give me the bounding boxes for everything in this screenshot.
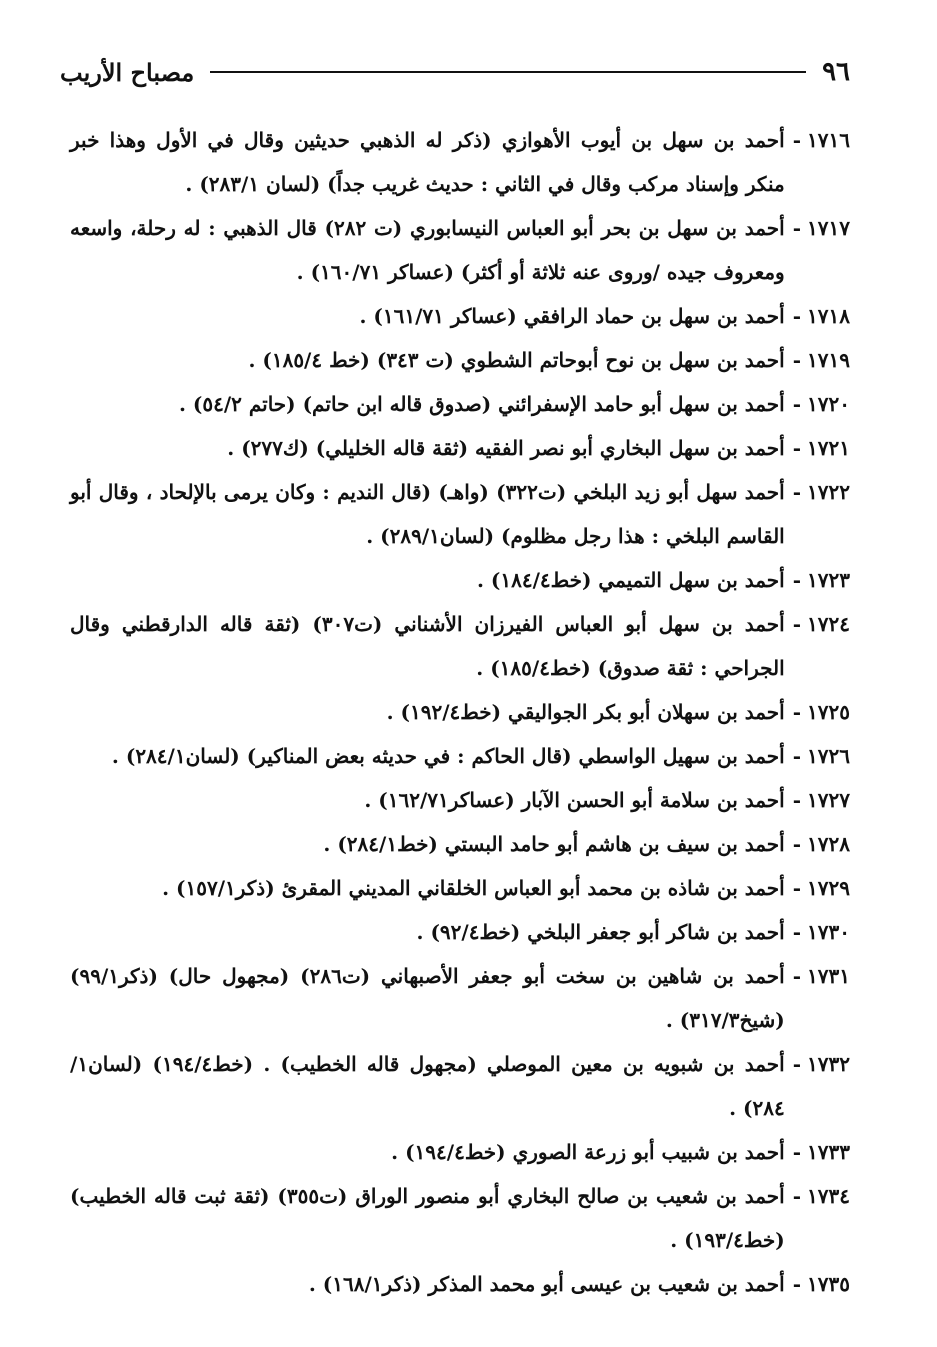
entry-dash: -: [792, 832, 802, 856]
list-item: [70, 118, 850, 206]
entry-number: ١٧٣٠: [807, 920, 850, 944]
list-item: [70, 1042, 850, 1130]
entry-dash: -: [792, 700, 802, 724]
entry-number: ١٧٢٢: [807, 480, 850, 504]
entry-dash: -: [792, 1272, 802, 1296]
entry-dash: -: [792, 1052, 802, 1076]
entry-text: أحمد بن شاكر أبو جعفر البلخي (خط٩٢/٤) .: [416, 920, 785, 944]
entry-text: أحمد بن سيف بن هاشم أبو حامد البستي (خط٢٨٤/١) .: [323, 832, 785, 856]
entry-text: أحمد بن سلامة أبو الحسن الآبار (عساكر١٦٢/٧١) .: [364, 788, 785, 812]
entry-text: أحمد بن سهل بن حماد الرافقي (عساكر ١٦١/٧١) .: [359, 304, 785, 328]
list-item: [70, 690, 850, 734]
entry-dash: -: [792, 964, 802, 988]
entry-number: ١٧٢٨: [807, 832, 850, 856]
list-item: [70, 206, 850, 294]
entry-dash: -: [792, 612, 802, 636]
list-item: [70, 426, 850, 470]
entry-text: أحمد بن شعيب بن عيسى أبو محمد المذكر (ذكر١٦٨/١) .: [308, 1272, 785, 1296]
entry-number: ١٧١٧: [807, 216, 850, 240]
entry-number: ١٧٢١: [807, 436, 850, 460]
entry-text: أحمد بن سهل بن بحر أبو العباس النيسابوري (ت ٢٨٢) قال الذهبي : له رحلة، واسعه ومعروف جيده /وروى عنه ثلاثة أو أكثر) (عساكر ١٦٠/٧١) .: [70, 216, 785, 284]
list-item: [70, 294, 850, 338]
entry-number: ١٧١٦: [807, 128, 850, 152]
entry-number: ١٧٢٤: [807, 612, 850, 636]
book-title: مصباح الأريب: [60, 57, 195, 87]
page-number: ٩٦: [822, 57, 850, 87]
list-item: [70, 778, 850, 822]
entry-dash: -: [792, 392, 802, 416]
list-item: [70, 866, 850, 910]
entry-dash: -: [792, 304, 802, 328]
entry-dash: -: [792, 788, 802, 812]
entry-dash: -: [792, 128, 802, 152]
entry-text: أحمد بن شعيب بن صالح البخاري أبو منصور الوراق (ت٣٥٥) (ثقة ثبت قاله الخطيب) (خط١٩٣/٤) .: [70, 1184, 785, 1252]
entry-text: أحمد بن سهيل الواسطي (قال الحاكم : في حديثه بعض المناكير) (لسان٢٨٤/١) .: [111, 744, 785, 768]
entry-text: أحمد بن سهل بن أيوب الأهوازي (ذكر له الذهبي حديثين وقال في الأول وهذا خبر منكر وإسناد مركب وقال في الثاني : حديث غريب جداً) (لسان ٢٨٣/١) .: [70, 128, 785, 196]
entry-text: أحمد بن شبيب أبو زرعة الصوري (خط١٩٤/٤) .: [391, 1140, 785, 1164]
list-item: [70, 382, 850, 426]
entry-number: ١٧٢٧: [807, 788, 850, 812]
entry-number: ١٧٣٢: [807, 1052, 850, 1076]
list-item: [70, 470, 850, 558]
list-item: [70, 734, 850, 778]
entry-number: ١٧٢٣: [807, 568, 850, 592]
entry-text: أحمد بن سهل التميمي (خط١٨٤/٤) .: [476, 568, 785, 592]
list-item: [70, 822, 850, 866]
entry-number: ١٧٣٣: [807, 1140, 850, 1164]
page-header: [60, 52, 850, 92]
entry-number: ١٧٣١: [807, 964, 850, 988]
list-item: [70, 602, 850, 690]
list-item: [70, 1174, 850, 1262]
entry-text: أحمد بن سهلان أبو بكر الجواليقي (خط١٩٢/٤) .: [386, 700, 785, 724]
list-item: [70, 1262, 850, 1306]
entry-text: أحمد سهل أبو زيد البلخي (ت٣٢٢) (واهـ) (قال النديم : وكان يرمى بالإلحاد ، وقال أبو القاسم البلخي : هذا رجل مظلوم) (لسان٢٨٩/١) .: [70, 480, 785, 548]
list-item: [70, 558, 850, 602]
list-item: [70, 1130, 850, 1174]
entry-dash: -: [792, 876, 802, 900]
entry-dash: -: [792, 568, 802, 592]
entry-dash: -: [792, 436, 802, 460]
entry-number: ١٧٣٤: [807, 1184, 850, 1208]
entry-dash: -: [792, 480, 802, 504]
entry-dash: -: [792, 744, 802, 768]
entry-dash: -: [792, 1184, 802, 1208]
header-rule: [210, 71, 806, 73]
entry-number: ١٧٢٩: [807, 876, 850, 900]
entry-text: أحمد بن سهل البخاري أبو نصر الفقيه (ثقة قاله الخليلي) (ك٢٧٧) .: [227, 436, 785, 460]
entry-number: ١٧٢٥: [807, 700, 850, 724]
entry-dash: -: [792, 216, 802, 240]
entry-text: أحمد بن شبويه بن معين الموصلي (مجهول قاله الخطيب) . (خط١٩٤/٤) (لسان١/ ٢٨٤) .: [70, 1052, 785, 1120]
entry-number: ١٧٣٥: [807, 1272, 850, 1296]
entry-number: ١٧٢٠: [807, 392, 850, 416]
entry-text: أحمد بن سهل بن نوح أبوحاتم الشطوي (ت ٣٤٣) (خط ١٨٥/٤) .: [248, 348, 785, 372]
entry-dash: -: [792, 920, 802, 944]
entry-number: ١٧١٨: [807, 304, 850, 328]
entry-text: أحمد بن سهل أبو العباس الفيرزان الأشناني (ت٣٠٧) (ثقة قاله الدارقطني وقال الجراحي : ثقة صدوق) (خط١٨٥/٤) .: [70, 612, 785, 680]
entry-number: ١٧٢٦: [807, 744, 850, 768]
list-item: [70, 910, 850, 954]
list-item: [70, 954, 850, 1042]
entry-text: أحمد بن سهل أبو حامد الإسفرائني (صدوق قاله ابن حاتم) (حاتم ٥٤/٢) .: [178, 392, 785, 416]
entry-number: ١٧١٩: [807, 348, 850, 372]
entries-list: [70, 118, 850, 1306]
entry-text: أحمد بن شاذه بن محمد أبو العباس الخلقاني المديني المقرئ (ذكر١٥٧/١) .: [162, 876, 785, 900]
list-item: [70, 338, 850, 382]
entry-dash: -: [792, 348, 802, 372]
entry-text: أحمد بن شاهين بن سخت أبو جعفر الأصبهاني (ت٢٨٦) (مجهول حال) (ذكر٩٩/١) (شيخ٣١٧/٣) .: [70, 964, 785, 1032]
entry-dash: -: [792, 1140, 802, 1164]
